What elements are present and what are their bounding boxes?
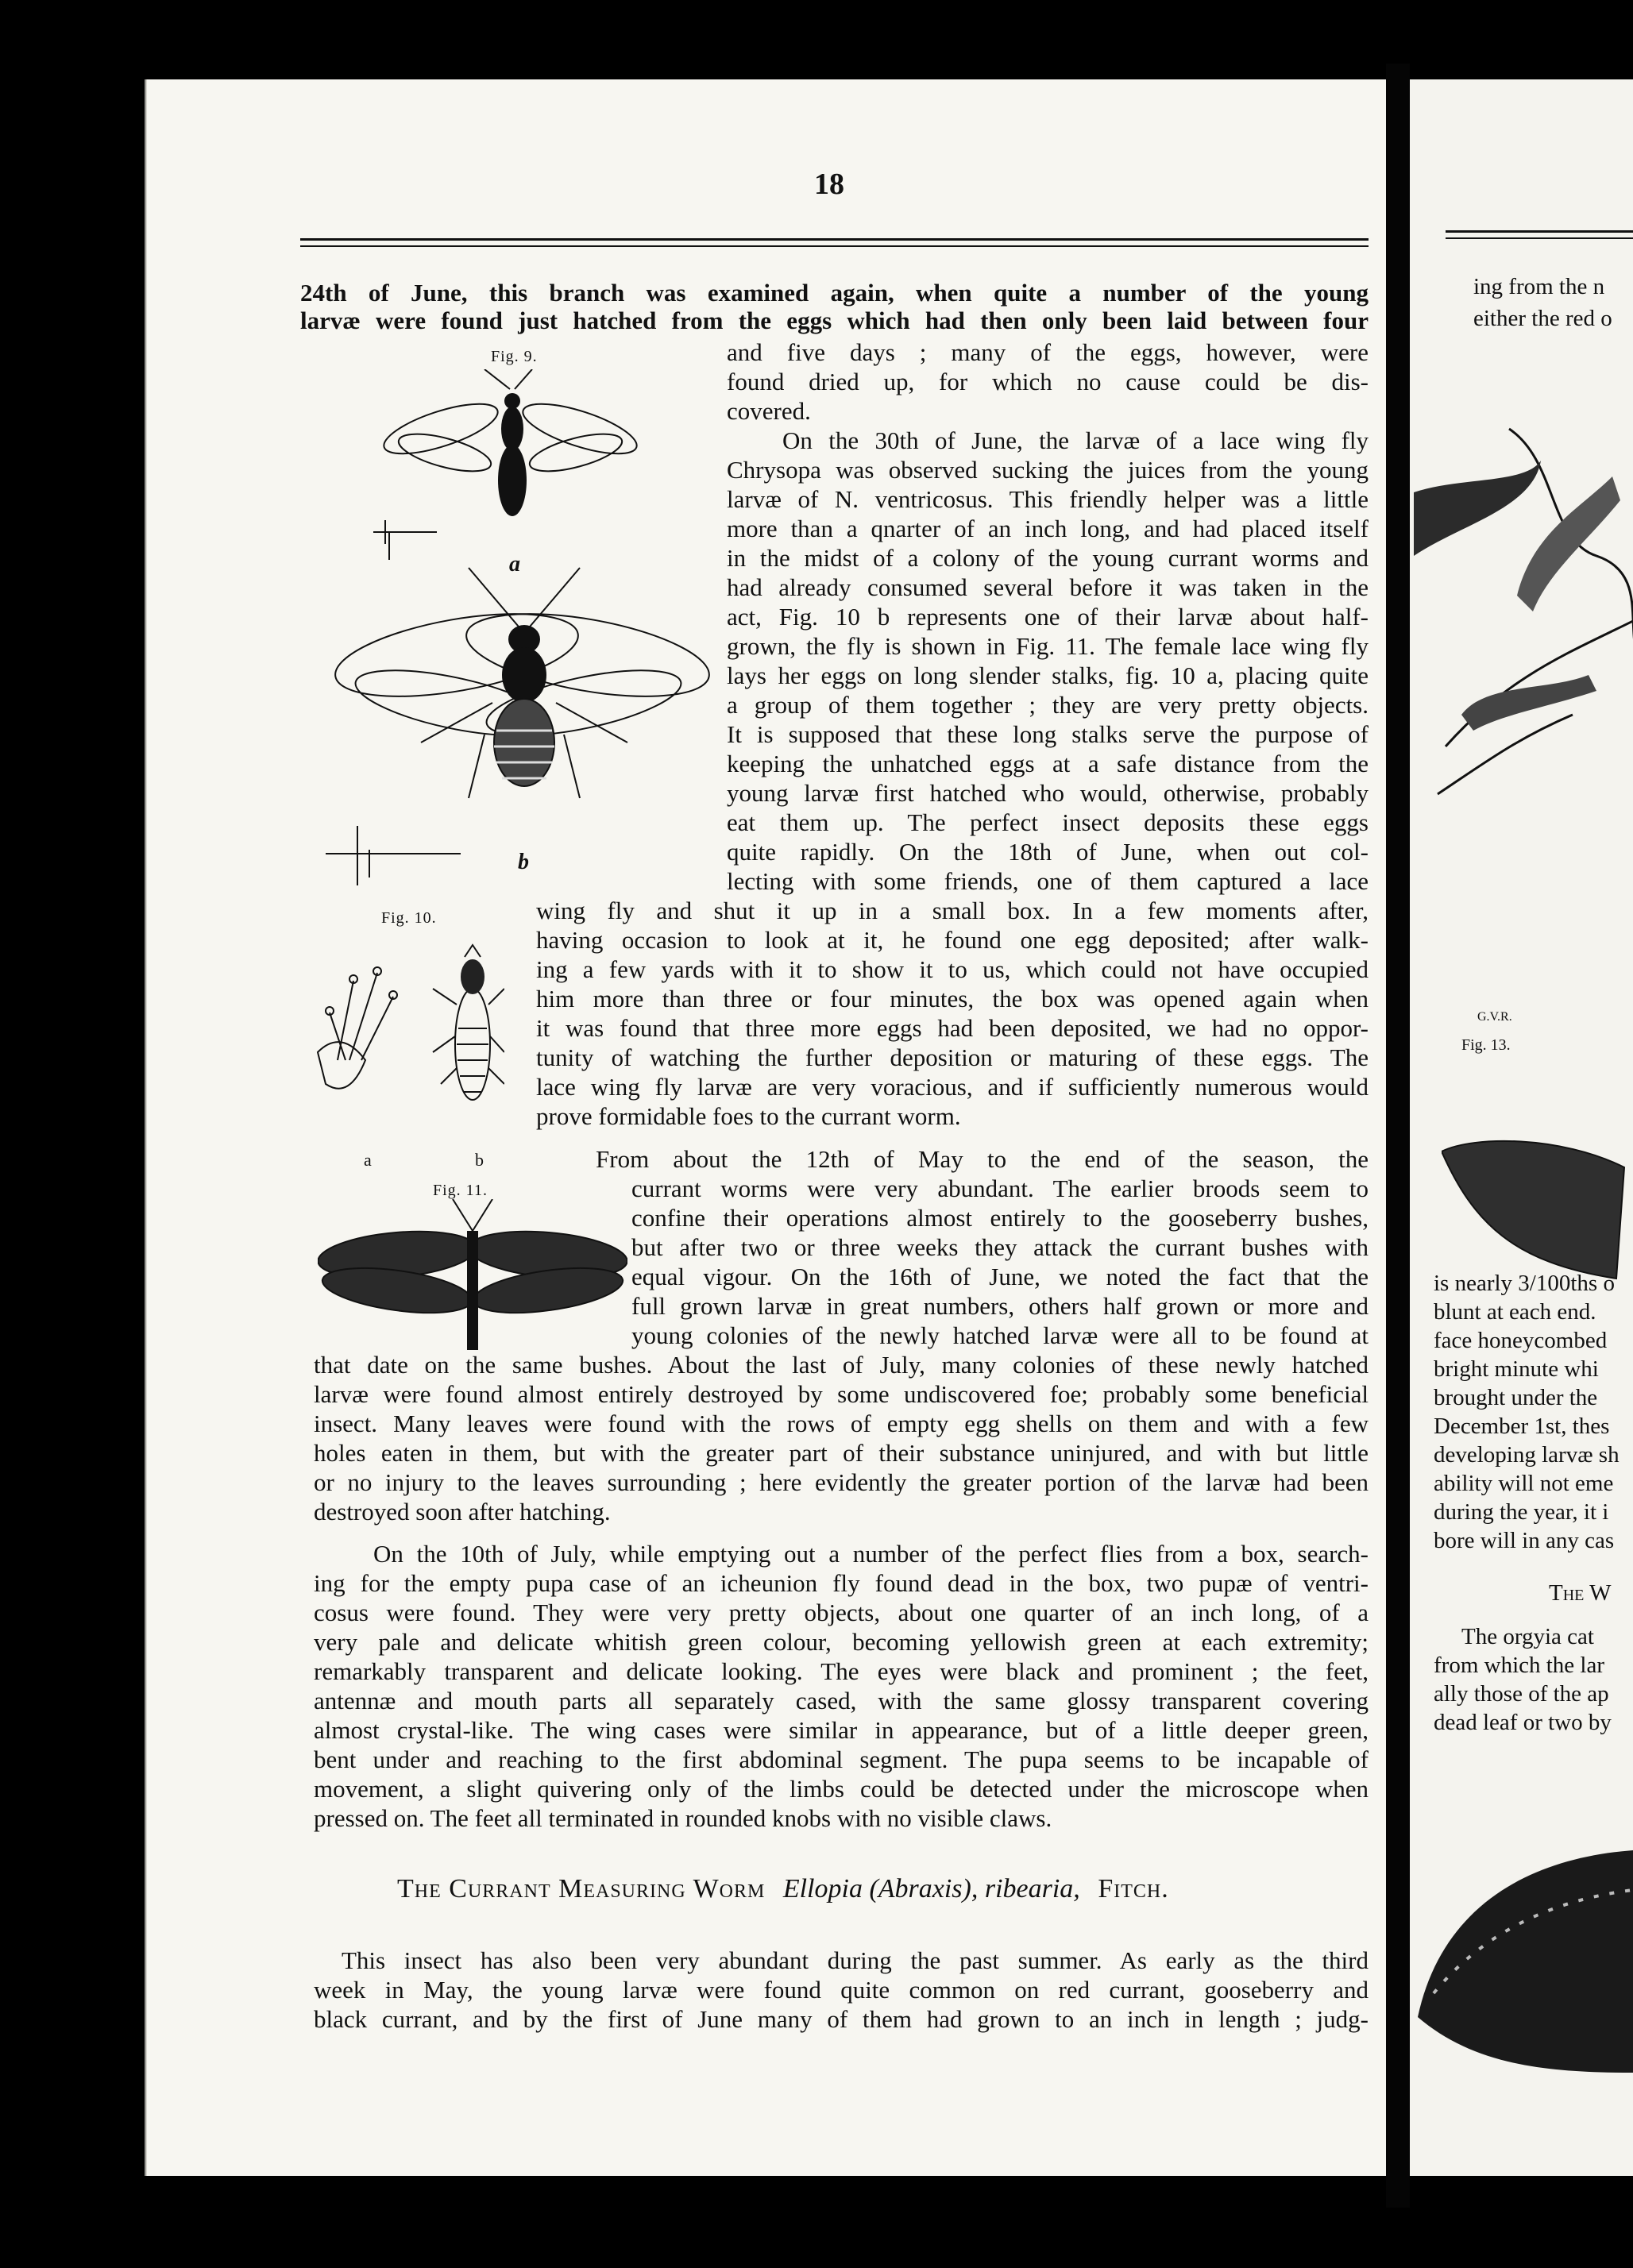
text-line: young colonies of the newly hatched larvæ were all to be found at: [631, 1321, 1369, 1349]
right-header-rule-thin: [1446, 237, 1633, 239]
fig9-caption: Fig. 9.: [491, 348, 538, 365]
text-line: in the midst of a colony of the young currant worms and: [727, 544, 1369, 572]
right-page-illustrations: [1414, 413, 1633, 1048]
heading-title: The Currant Measuring Worm: [397, 1874, 766, 1904]
right-page-line: Fig. 13.: [1461, 1036, 1511, 1054]
fig10-caption: Fig. 10.: [381, 909, 437, 927]
text-line: found dried up, for which no cause could be dis-: [727, 368, 1369, 395]
right-page-line: dead leaf or two by: [1434, 1710, 1612, 1735]
text-line: and five days ; many of the eggs, however, were: [727, 338, 1369, 366]
text-line: that date on the same bushes. About the last of July, many colonies of these newly hatched: [314, 1351, 1369, 1379]
text-line: had already consumed several before it was taken in the: [727, 573, 1369, 601]
text-line: lace wing fly larvæ are very voracious, and if sufficiently numerous would: [536, 1073, 1369, 1101]
heading-author: Fitch.: [1098, 1874, 1169, 1904]
text-line: very pale and delicate whitish green colour, becoming yellowish green at each extremity;: [314, 1628, 1369, 1656]
right-page-line: The W: [1549, 1580, 1612, 1606]
text-line: keeping the unhatched eggs at a safe distance from the: [727, 750, 1369, 777]
text-line: antennæ and mouth parts all separately cased, with the same glossy transparent covering: [314, 1687, 1369, 1714]
text-line: grown, the fly is shown in Fig. 11. The female lace wing fly: [727, 632, 1369, 660]
text-line: Chrysopa was observed sucking the juices from the young: [727, 456, 1369, 484]
header-rule-thin: [300, 245, 1369, 247]
right-page-line: ing from the n: [1473, 274, 1605, 299]
text-line: pressed on. The feet all terminated in rounded knobs with no visible claws.: [314, 1804, 1052, 1832]
text-line: holes eaten in them, but with the greater part of their substance uninjured, and with but little: [314, 1439, 1369, 1467]
right-page-line: during the year, it i: [1434, 1499, 1609, 1525]
text-line: lays her eggs on long slender stalks, fig. 10 a, placing quite: [727, 662, 1369, 689]
text-line: cosus were found. They were very pretty objects, about one quarter of an inch long, of a: [314, 1599, 1369, 1626]
book-gutter: [1386, 64, 1410, 2208]
right-page-line: is nearly 3/100ths o: [1434, 1271, 1615, 1296]
page-number: 18: [814, 168, 844, 201]
text-line: having occasion to look at it, he found one egg deposited; after walk-: [536, 926, 1369, 954]
right-page-line: developing larvæ sh: [1434, 1442, 1619, 1468]
text-line: him more than three or four minutes, the box was opened again when: [536, 985, 1369, 1012]
text-line: larvæ of N. ventricosus. This friendly helper was a little: [727, 485, 1369, 513]
text-line: bent under and reaching to the first abdominal segment. The pupa seems to be incapable of: [314, 1745, 1369, 1773]
text-line: act, Fig. 10 b represents one of their larvæ about half-: [727, 603, 1369, 631]
text-line: but after two or three weeks they attack the currant bushes with: [631, 1233, 1369, 1261]
text-line: black currant, and by the first of June many of them had grown to an inch in length ; judg-: [314, 2005, 1369, 2033]
right-page-line: face honeycombed: [1434, 1328, 1608, 1353]
right-page-line: from which the lar: [1434, 1653, 1605, 1678]
text-line: On the 10th of July, while emptying out a number of the perfect flies from a box, search-: [373, 1540, 1369, 1568]
text-line: young larvæ first hatched who would, otherwise, probably: [727, 779, 1369, 807]
fig10-lacewing-eggs-and-larva: [314, 941, 504, 1148]
text-line: tunity of watching the further deposition or maturing of these eggs. The: [536, 1043, 1369, 1071]
right-page-line: bore will in any cas: [1434, 1528, 1615, 1553]
right-page-line: ally those of the ap: [1434, 1681, 1609, 1707]
text-line: ing a few yards with it to show it to us, which could not have occupied: [536, 955, 1369, 983]
text-line: more than a qnarter of an inch long, and had placed itself: [727, 515, 1369, 542]
text-line: wing fly and shut it up in a small box. In a few moments after,: [536, 897, 1369, 924]
fig9-sawfly-illustration: [326, 369, 731, 885]
fig10-label-b: b: [475, 1150, 484, 1170]
text-line: It is supposed that these long stalks serve the purpose of: [727, 720, 1369, 748]
right-page-line: brought under the: [1434, 1385, 1598, 1410]
fig9-label-b: b: [518, 850, 530, 874]
text-line: quite rapidly. On the 18th of June, when out col-: [727, 838, 1369, 866]
right-page-line: either the red o: [1473, 306, 1612, 331]
text-line: From about the 12th of May to the end of the season, the: [596, 1145, 1369, 1173]
right-page-line: The orgyia cat: [1461, 1624, 1594, 1649]
right-page: [1410, 79, 1633, 2176]
text-line: movement, a slight quivering only of the limbs could be detected under the microscope when: [314, 1775, 1369, 1803]
text-line: remarkably transparent and delicate looking. The eyes were black and prominent ; the feet,: [314, 1657, 1369, 1685]
section-heading: [397, 1874, 1169, 1904]
caterpillar-illustration: [1410, 1811, 1633, 2176]
text-line: destroyed soon after hatching.: [314, 1498, 611, 1526]
text-line: 24th of June, this branch was examined again, when quite a number of the young: [300, 279, 1369, 307]
fig11-lacewing-fly: [318, 1199, 627, 1358]
text-line: almost crystal-like. The wing cases were similar in appearance, but of a little deeper green,: [314, 1716, 1369, 1744]
text-line: confine their operations almost entirely to the gooseberry bushes,: [631, 1204, 1369, 1232]
text-line: week in May, the young larvæ were found quite common on red currant, gooseberry and: [314, 1976, 1369, 2004]
text-line: covered.: [727, 397, 811, 425]
text-line: larvæ were found almost entirely destroyed by some undiscovered foe; probably some beneficial: [314, 1380, 1369, 1408]
fig10-label-a: a: [364, 1150, 373, 1170]
right-header-rule: [1446, 230, 1633, 233]
text-line: larvæ were found just hatched from the eggs which had then only been laid between four: [300, 307, 1369, 334]
right-signature: G.V.R.: [1477, 1010, 1512, 1024]
right-page-line: blunt at each end.: [1434, 1299, 1596, 1325]
right-page-line: bright minute whi: [1434, 1356, 1599, 1382]
text-line: equal vigour. On the 16th of June, we noted the fact that the: [631, 1263, 1369, 1290]
right-page-line: December 1st, thes: [1434, 1414, 1610, 1439]
right-page-line: ability will not eme: [1434, 1471, 1614, 1496]
text-line: This insect has also been very abundant during the past summer. As early as the third: [342, 1946, 1369, 1974]
text-line: currant worms were very abundant. The earlier broods seem to: [631, 1174, 1369, 1202]
text-line: full grown larvæ in great numbers, others half grown or more and: [631, 1292, 1369, 1320]
text-line: prove formidable foes to the currant worm.: [536, 1102, 961, 1130]
text-line: eat them up. The perfect insect deposits these eggs: [727, 808, 1369, 836]
text-line: insect. Many leaves were found with the rows of empty egg shells on them and with a few: [314, 1410, 1369, 1437]
text-line: or no injury to the leaves surrounding ; here evidently the greater portion of the larvæ had been: [314, 1468, 1369, 1496]
text-line: it was found that three more eggs had been deposited, we had no oppor-: [536, 1014, 1369, 1042]
fig11-caption: Fig. 11.: [433, 1182, 488, 1199]
text-line: a group of them together ; they are very pretty objects.: [727, 691, 1369, 719]
text-line: lecting with some friends, one of them captured a lace: [727, 867, 1369, 895]
text-line: ing for the empty pupa case of an icheunion fly found dead in the box, two pupæ of ventri-: [314, 1569, 1369, 1597]
heading-species: Ellopia (Abraxis), ribearia,: [782, 1874, 1080, 1904]
fig9-label-a: a: [509, 552, 521, 577]
header-rule: [300, 238, 1369, 241]
text-line: On the 30th of June, the larvæ of a lace wing fly: [782, 426, 1369, 454]
